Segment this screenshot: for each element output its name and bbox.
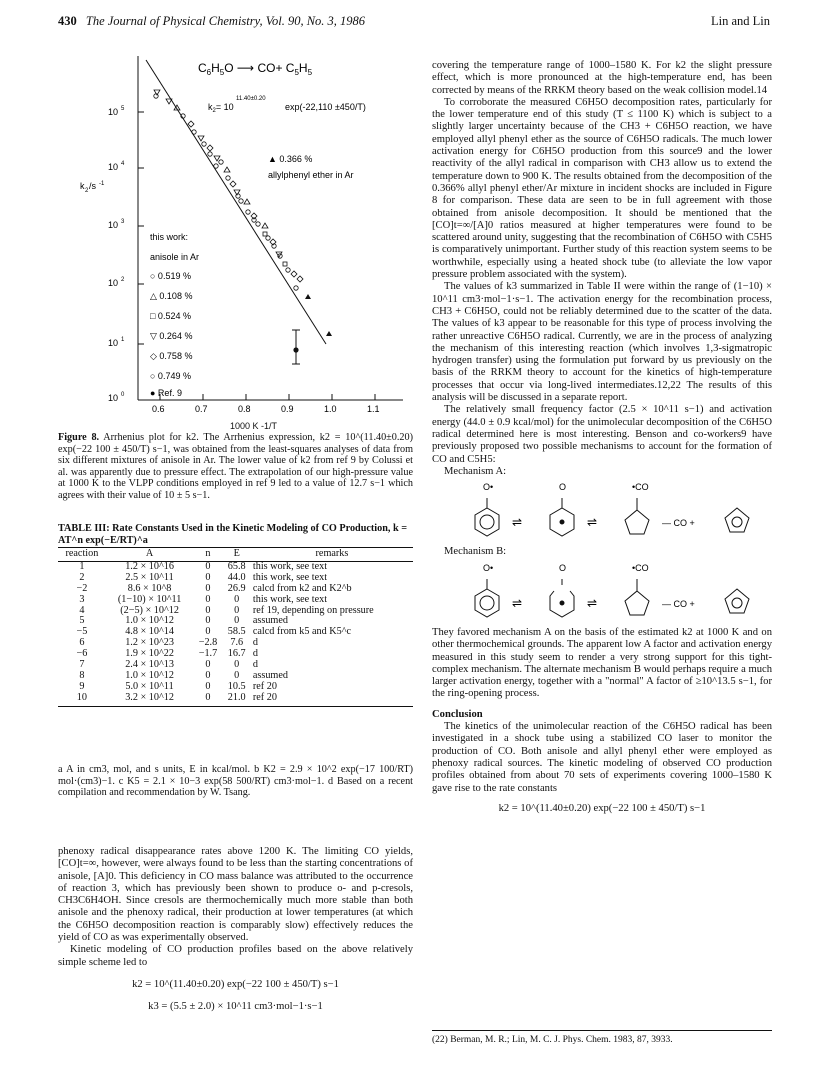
running-authors: Lin and Lin [710,14,770,28]
table-cell: 9 [79,680,85,692]
y-ticks [108,106,144,403]
table-cell: assumed [252,669,288,681]
svg-text:10: 10 [108,107,119,117]
svg-text:○ 0.519 %: ○ 0.519 % [150,271,191,281]
svg-text:O•: O• [483,562,494,573]
svg-text:1: 1 [121,337,125,343]
this-work-label: this work: [150,232,189,242]
svg-text:⇌: ⇌ [512,595,523,610]
right-column-body [432,60,772,815]
table-cell: 5.0 × 10^11 [125,680,174,692]
journal-title: The Journal of Physical Chemistry, Vol. 90, No. 3, 1986 [85,14,366,28]
table-cell: 7 [79,659,85,671]
right-para-5: They favored mechanism A on the basis of the estimated k2 at 1000 K and on other thermochemical grounds. The apparent low A factor and activation energy measured in this study seem to render a very strong support for this tight-complex mechanism. The alternate mechanism B would perhaps require a much larger activation energy, together with a "normal" A factor of ≥10^13.5 s−1, for the ring-opening process. [432,626,772,700]
mechanism-a-diagram [432,478,762,542]
table-cell: 6 [79,637,85,649]
table-cell: 2.5 × 10^11 [125,571,174,583]
svg-text:2: 2 [85,188,89,194]
table-row [58,595,413,606]
table-cell: 10 [58,693,106,706]
table-cell: 2 [79,571,85,583]
svg-text:0.6: 0.6 [152,404,165,414]
svg-text:O•: O• [483,482,494,493]
table-cell: calcd from k5 and K5^c [252,626,352,638]
table-cell: 4.8 × 10^14 [125,626,174,638]
table-cell: 0 [234,659,240,671]
conclusion-heading: Conclusion [432,708,483,720]
table-cell: 0 [205,560,211,572]
svg-text:O: O [559,562,567,573]
table-cell: 0 [205,571,211,583]
table-cell: ref 20 [251,693,413,706]
table-cell: ref 19, depending on pressure [252,604,374,616]
svg-text:/s: /s [89,181,97,191]
svg-text:⇌: ⇌ [512,515,523,530]
svg-text:4: 4 [121,161,125,167]
svg-text:3: 3 [121,219,125,225]
right-para-4: The relatively small frequency factor (2.5 × 10^11 s−1) and activation energy (44.0 ± 0.9 kcal/mol) for the unimolecular decomposition of the C6H5O radical determined here is most interesting. Benson and co-workers9 have previously proposed two possible mechanisms to account for the formation of CO and C5H5: [432,404,772,465]
svg-text:2: 2 [121,277,125,283]
svg-text:● Ref. 9: ● Ref. 9 [150,388,182,398]
table-cell: −5 [76,626,88,638]
table-row [58,693,413,706]
svg-text:— CO +: — CO + [662,518,695,529]
table-cell: calcd from k2 and K2^b [252,582,352,594]
svg-text:•CO: •CO [632,482,649,493]
mechanism-b-label: Mechanism B: [444,546,507,558]
svg-text:11.40±0.20: 11.40±0.20 [236,96,266,102]
caption-label: Figure 8. [58,432,100,443]
table-cell: assumed [252,615,288,627]
table-cell: this work, see text [252,593,328,605]
arrhenius-figure [58,44,418,414]
table-cell: 0 [205,604,211,616]
table-cell: 0 [205,659,211,671]
table-cell: 7.6 [230,637,244,649]
page-number: 430 [58,14,77,28]
table-cell: 0 [234,593,240,605]
right-para-1: covering the temperature range of 1000–1580 K. For k2 the slight pressure effect, which is more pronounced at the high-temperature end, has been corrected by means of the RRKM theory based on the weak collision model.14 [432,60,772,96]
table-cell: 0 [205,680,211,692]
table-cell: 5 [79,615,85,627]
svg-text:1.0: 1.0 [324,404,337,414]
allyl-legend-2: allylphenyl ether in Ar [268,170,354,180]
table-cell: 10.5 [227,680,246,692]
table-cell: 58.5 [227,626,246,638]
right-para-6: The kinetics of the unimolecular reaction of the C6H5O radical has been investigated in a shock tube using a stabilized CO laser to monitor the production of CO. Both anisole and allyl phenyl ether were employed as phenoxy radical sources. The kinetic modeling of observed CO production profiles obtained from about 70 sets of experiments covering 1000–1580 K gave rise to the rate constants [432,721,772,794]
allyl-points [305,294,332,336]
table-cell: d [252,637,258,649]
table-cell: 0 [205,615,211,627]
table-cell: 0 [234,669,240,681]
table-cell: 8.6 × 10^8 [127,582,172,594]
table-cell: −2.8 [198,637,218,649]
allyl-legend: ▲ 0.366 % [268,154,313,164]
table-cell: 3.2 × 10^12 [106,693,194,706]
table-cell: this work, see text [252,560,328,572]
table-cell: ref 20 [252,680,277,692]
equation-k2: k2 = 10^(11.40±0.20) exp(−22 100 ± 450/T) s−1 [132,978,339,990]
svg-text:— CO +: — CO + [662,598,695,609]
table-cell: 65.8 [227,560,246,572]
table-cell: −2 [76,582,88,594]
table-cell: 1.0 × 10^12 [125,669,174,681]
right-para-2: To corroborate the measured C6H5O decomposition rates, particularly for the lower temperature end of this study (T ≤ 1100 K) which is subject to a slightly larger uncertainty because of the CH3 + C6H5O reaction, we have employed allyl phenyl ether as the source of C6H5O radicals. The much lower activation energy for C6H5O production from this source9 and the lower reactivity of the allyl radical in comparison with CH3 allow us to extend the temperature down to 900 K. The results obtained from the decomposition of the 0.366% allyl phenyl ether/Ar mixture in incident shocks are included in Figure 8 for comparison. These data are seen to be in full agreement with those obtained from anisole decomposition. It should be mentioned that the [CO]t=∞/[A]0 ratios measured at higher temperatures were found to be scattered around unity, suggesting that the recombination of C6H5O with C5H5 is comparatively unimportant. Further study of this reaction system seems to be worthwhile, especially using a heated shock tube (to alleviate the low vapor pressure problem associated with the system). [432,96,772,281]
table-cell: 0 [205,593,211,605]
right-para-3: The values of k3 summarized in Table II were within the range of (1−10) × 10^11 cm3·mol−1·s−1. The activation energy for the recombination process, CH3 + C6H5O, could not be reliably determined due to the scatter of the data. The values of k3 appear to be reasonable for this type of process involving the rather unreactive C6H5O radical. Currently, we are in the process of analyzing the mechanism of this interesting reaction (which involves 1,3-sigmatropic hydrogen transfer) using the formulation put forward by us previously on the basis of the RRKM theory to account for the kinetics of high-temperature processes that occur via long-lived intermediates.12,22 The results of this analysis will be discussed in a separate report. [432,281,772,404]
svg-text:O: O [559,482,567,493]
svg-text:◇ 0.758 %: ◇ 0.758 % [150,351,193,361]
page-header [58,14,770,30]
equation-k3: k3 = (5.5 ± 2.0) × 10^11 cm3·mol−1·s−1 [148,1001,323,1013]
table-cell: 44.0 [227,571,246,583]
svg-text:▽ 0.264 %: ▽ 0.264 % [150,331,193,341]
svg-text:0: 0 [121,392,125,398]
x-axis-label: 1000 K -1/T [230,421,278,431]
table-cell: 21.0 [223,693,251,706]
x-ticks [152,394,380,414]
table-cell: d [252,648,258,660]
table-cell: 0 [193,693,222,706]
left-para-2: Kinetic modeling of CO production profiles based on the above relatively simple scheme led to [58,944,413,968]
svg-text:-1: -1 [99,181,105,187]
svg-text:5: 5 [121,106,125,112]
mechanism-a-label: Mechanism A: [444,465,507,477]
table-header-row: reaction A n E remarks [58,548,413,562]
table-cell: −6 [76,648,88,660]
table-footnote: a A in cm3, mol, and s units, E in kcal/mol. b K2 = 2.9 × 10^2 exp(−17 100/RT) mol·(cm3)−1. c K5 = 2.1 × 10−3 exp(58 500/RT) cm3·mol−1. d Based on a recent compilation and recommendation by W. Tsang. [58,764,413,799]
table-cell: this work, see text [252,571,328,583]
svg-text:10: 10 [108,393,119,403]
ref9-point [292,330,300,364]
table-cell: 0 [205,669,211,681]
table-cell: 1.0 × 10^12 [125,615,174,627]
table-cell: 3 [79,593,85,605]
table-cell: 1.2 × 10^23 [125,637,174,649]
table-cell: 0 [234,615,240,627]
caption-text: Arrhenius plot for k2. The Arrhenius expression, k2 = 10^(11.40±0.20) exp(−22 100 ± 450/T) s−1, was obtained from the least-squares analyses of data from six different mixtures of anisole in Ar. The lower value of k2 from ref 9 by Colussi et al. was apparently due to pressure effect. The extrapolation of our high-pressure value at 1000 K to the VLPP conditions employed in ref 9 led to a value of 12.7 s−1 which agrees with their value of 10 ± 5 s−1. [58,432,413,501]
svg-text:□ 0.524 %: □ 0.524 % [150,311,191,321]
table-cell: 16.7 [227,648,246,660]
table-cell: 0 [205,582,211,594]
svg-text:10: 10 [108,162,119,172]
rate-constants-table [58,547,413,707]
reference-22: (22) Berman, M. R.; Lin, M. C. J. Phys. Chem. 1983, 87, 3933. [432,1030,772,1045]
svg-text:⇌: ⇌ [587,595,598,610]
table-cell: 1.9 × 10^22 [125,648,174,660]
svg-text:10: 10 [108,338,119,348]
svg-text:10: 10 [108,278,119,288]
table-cell: 26.9 [227,582,246,594]
equation-k2-final: k2 = 10^(11.40±0.20) exp(−22 100 ± 450/T) s−1 [498,802,706,814]
table-cell: (1−10) × 10^11 [117,593,182,605]
figure-title: $C_6H_5O$ ⟶ $CO+ C_5H_5$ [198,61,313,77]
svg-text:0.8: 0.8 [238,404,251,414]
table-row [58,584,413,595]
y-axis-label: k [80,181,85,191]
table-cell: 8 [79,669,85,681]
table-cell: 2.4 × 10^13 [125,659,174,671]
svg-text:exp(-22,110 ±450/T): exp(-22,110 ±450/T) [285,102,366,112]
left-para-1: phenoxy radical disappearance rates above 1200 K. The limiting CO yields, [CO]t=∞, however, were always found to be less than the starting concentrations of anisole, [A]0. This deficiency in CO mass balance was attributed to the occurrence of reaction 3, which has previously been shown to produce o- and p-cresols, CH3C6H4OH. Since cresols are thermochemically much more stable than both anisole and the phenoxy radical, their production at lower temperatures (at which the C6H5O decomposition reaction is comparably slow) effectively reduces the yield of CO as was experimentally observed. [58,846,413,944]
svg-text:△ 0.108 %: △ 0.108 % [150,291,193,301]
mechanism-b-diagram [432,559,762,623]
figure-caption [58,432,413,502]
arrhenius-expression: $k_2= 10$ [208,102,234,114]
svg-text:⇌: ⇌ [587,515,598,530]
legend [150,271,192,398]
table-title: TABLE III: Rate Constants Used in the Kinetic Modeling of CO Production, k = AT^n exp(−E/RT)^a [58,523,407,546]
table-cell: 1.2 × 10^16 [125,560,174,572]
table-cell: −1.7 [198,648,218,660]
svg-text:0.9: 0.9 [281,404,294,414]
table-cell: 0 [234,604,240,616]
svg-text:0.7: 0.7 [195,404,208,414]
table-cell: 0 [205,626,211,638]
anisole-label: anisole in Ar [150,252,200,262]
svg-text:10: 10 [108,220,119,230]
table-cell: d [252,659,258,671]
svg-text:•CO: •CO [632,562,649,573]
table-cell: 4 [79,604,85,616]
table-cell: (2−5) × 10^12 [120,604,179,616]
left-column-body [58,846,413,1014]
table-cell: 1 [79,560,85,572]
svg-text:○ 0.749 %: ○ 0.749 % [150,371,191,381]
svg-text:1.1: 1.1 [367,404,380,414]
